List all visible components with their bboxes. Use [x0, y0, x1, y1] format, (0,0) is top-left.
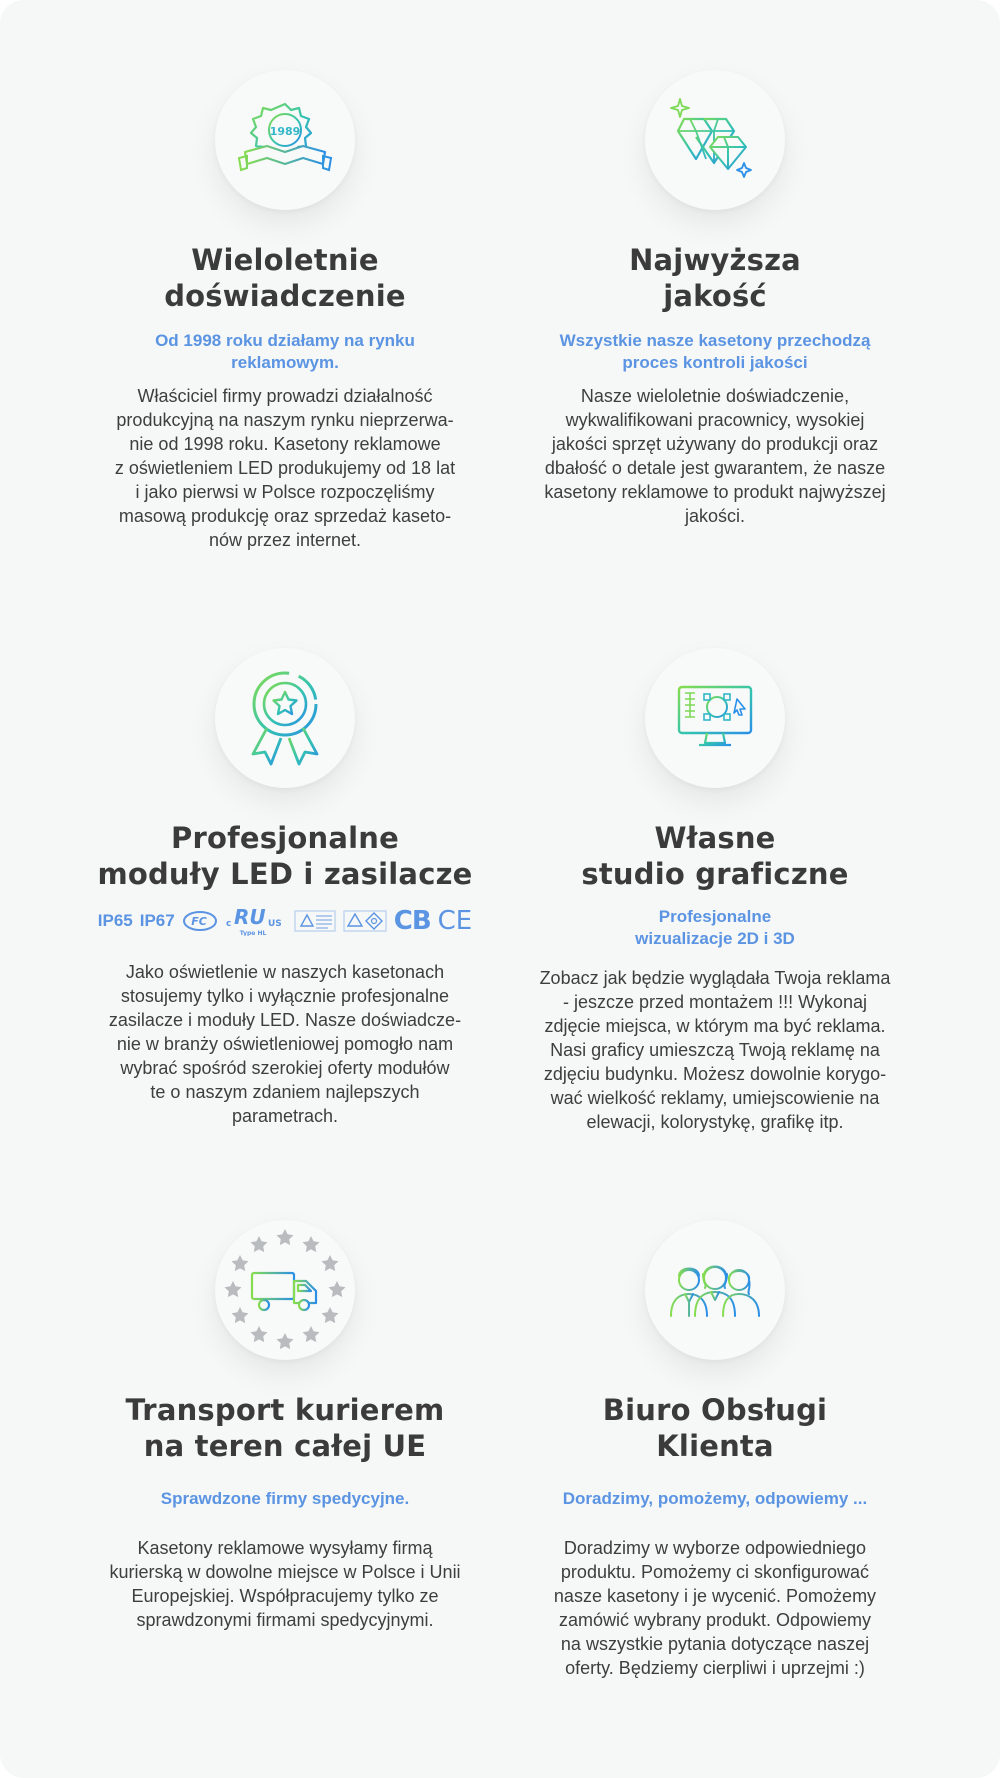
- title-line: na teren całej UE: [143, 1429, 427, 1463]
- ip67-badge: IP67: [139, 911, 175, 930]
- description-line: zasilacze i moduły LED. Nasze doświadcze-: [108, 1010, 462, 1030]
- description-line: nasze kasetony i je wycenić. Pomożemy: [553, 1586, 877, 1606]
- title-line: Wieloletnie: [191, 243, 379, 277]
- description-line: nów przez internet.: [208, 530, 362, 550]
- description-line: Właściciel firmy prowadzi działalność: [137, 386, 433, 406]
- title-line: Profesjonalne: [171, 821, 399, 855]
- description-line: i jako pierwsi w Polsce rozpoczęliśmy: [135, 482, 435, 502]
- description-line: masową produkcję oraz sprzedaż kaseto-: [118, 506, 452, 526]
- subtitle-line: Wszystkie nasze kasetony przechodzą: [559, 331, 871, 350]
- subtitle-line: Doradzimy, pomożemy, odpowiemy ...: [562, 1489, 868, 1508]
- icon-circle: [645, 70, 785, 210]
- subtitle-line: reklamowym.: [231, 353, 339, 372]
- fcc-logo-icon: [182, 910, 218, 932]
- feature-subtitle: [500, 330, 930, 374]
- feature-description: [85, 960, 485, 1128]
- feature-description: [515, 384, 915, 528]
- anniversary-badge-icon: [237, 100, 333, 180]
- ul-mark-text: RU: [233, 906, 266, 929]
- feature-description: [515, 966, 915, 1134]
- feature-subtitle: [500, 1488, 930, 1510]
- description-line: wybrać spośród szerokiej oferty modułów: [120, 1058, 450, 1078]
- feature-card-led-modules: [70, 648, 500, 1128]
- feature-description: [515, 1536, 915, 1680]
- description-line: zamówić wybrany produkt. Odpowiemy: [558, 1610, 872, 1630]
- feature-subtitle: [70, 1488, 500, 1510]
- feature-title: [500, 820, 930, 892]
- feature-card-graphic-studio: [500, 648, 930, 1134]
- ul-c-text: c: [225, 919, 232, 929]
- description-line: wać wielkość reklamy, umiejscowienie na: [550, 1088, 880, 1108]
- description-line: kasetony reklamowe to produkt najwyższej: [544, 482, 886, 502]
- description-line: produktu. Pomożemy ci skonfigurować: [560, 1562, 870, 1582]
- subtitle-line: proces kontroli jakości: [622, 353, 808, 372]
- description-line: Europejskiej. Współpracujemy tylko ze: [131, 1586, 439, 1606]
- description-line: Nasi graficy umieszczą Twoją reklamę na: [550, 1040, 880, 1060]
- diamond-icon: [670, 97, 760, 183]
- description-line: stosujemy tylko i wyłącznie profesjonalne: [120, 986, 450, 1006]
- cb-mark: CB: [393, 906, 431, 936]
- icon-circle: [215, 70, 355, 210]
- title-line: Najwyższa: [629, 243, 801, 277]
- icon-circle: [215, 1220, 355, 1360]
- icon-circle: [215, 648, 355, 788]
- title-line: Klienta: [656, 1429, 774, 1463]
- design-monitor-icon: [677, 685, 753, 751]
- description-line: zdjęciu budynku. Możesz dowolnie korygo-: [543, 1064, 887, 1084]
- description-line: Zobacz jak będzie wyglądała Twoja reklama: [539, 968, 891, 988]
- description-line: sprawdzonymi firmami spedycyjnymi.: [136, 1610, 434, 1630]
- award-ribbon-icon: [247, 668, 323, 768]
- description-line: na wszystkie pytania dotyczące naszej: [560, 1634, 870, 1654]
- feature-card-experience: [70, 70, 500, 552]
- feature-description: [85, 1536, 485, 1632]
- certification-logos: [70, 906, 500, 936]
- title-line: Biuro Obsługi: [602, 1393, 828, 1427]
- description-line: parametrach.: [231, 1106, 339, 1126]
- truck-shape: [248, 1273, 318, 1310]
- feature-title: [70, 820, 500, 892]
- ip65-badge: IP65: [97, 911, 133, 930]
- description-line: wykwalifikowani pracownicy, wysokiej: [565, 410, 865, 430]
- icon-circle: [645, 1220, 785, 1360]
- eu-delivery-truck-icon: [220, 1225, 350, 1355]
- description-line: produkcyjną na naszym rynku nieprzerwa-: [116, 410, 454, 430]
- description-line: Nasze wieloletnie doświadczenie,: [580, 386, 850, 406]
- ul-type-text: Type HL: [239, 930, 267, 936]
- feature-subtitle: [70, 330, 500, 374]
- subtitle-line: wizualizacje 2D i 3D: [635, 929, 795, 948]
- features-grid: [70, 0, 930, 1778]
- feature-title: [70, 242, 500, 314]
- feature-title: [500, 1392, 930, 1464]
- title-line: doświadczenie: [164, 279, 406, 313]
- feature-card-customer-service: [500, 1220, 930, 1680]
- tuv-certificate-logo-icon: [294, 910, 336, 932]
- description-line: zdjęcie miejsca, w którym ma być reklama.: [544, 1016, 886, 1036]
- feature-title: [500, 242, 930, 314]
- subtitle-line: Profesjonalne: [658, 907, 772, 926]
- tuv-gs-logo-icon: [343, 910, 387, 932]
- title-line: Własne: [654, 821, 776, 855]
- description-line: - jeszcze przed montażem !!! Wykonaj: [563, 992, 867, 1012]
- title-line: jakość: [663, 279, 767, 313]
- description-line: dbałość o detale jest gwarantem, że nasze: [544, 458, 886, 478]
- feature-subtitle: [500, 906, 930, 950]
- feature-card-quality: [500, 70, 930, 528]
- description-line: kurierską w dowolne miejsce w Polsce i Unii: [109, 1562, 461, 1582]
- description-line: te o naszym zdaniem najlepszych: [150, 1082, 420, 1102]
- badge-year: 1989: [269, 125, 301, 138]
- feature-card-transport: [70, 1220, 500, 1632]
- fcc-text: FC: [190, 915, 207, 928]
- title-line: moduły LED i zasilacze: [97, 857, 473, 891]
- subtitle-line: Od 1998 roku działamy na rynku: [155, 331, 415, 350]
- description-line: Kasetony reklamowe wysyłamy firmą: [137, 1538, 433, 1558]
- feature-description: [85, 384, 485, 552]
- title-line: Transport kurierem: [125, 1393, 445, 1427]
- icon-circle: [645, 648, 785, 788]
- ul-us-text: US: [267, 919, 282, 929]
- description-line: oferty. Będziemy cierpliwi i uprzejmi :): [565, 1658, 865, 1678]
- title-line: studio graficzne: [581, 857, 849, 891]
- eu-stars: [225, 1229, 346, 1349]
- description-line: Doradzimy w wyborze odpowiedniego: [563, 1538, 867, 1558]
- ce-mark: CE: [437, 906, 473, 936]
- description-line: nie od 1998 roku. Kasetony reklamowe: [129, 434, 441, 454]
- ul-listed-logo-icon: [225, 906, 287, 936]
- description-line: z oświetleniem LED produkujemy od 18 lat: [114, 458, 456, 478]
- description-line: elewacji, kolorystykę, grafikę itp.: [586, 1112, 844, 1132]
- description-line: jakości.: [684, 506, 746, 526]
- description-line: jakości sprzęt używany do produkcji oraz: [551, 434, 879, 454]
- description-line: Jako oświetlenie w naszych kasetonach: [125, 962, 445, 982]
- subtitle-line: Sprawdzone firmy spedycyjne.: [160, 1489, 410, 1508]
- feature-title: [70, 1392, 500, 1464]
- customer-service-team-icon: [667, 1262, 763, 1318]
- description-line: nie w branży oświetleniowej pomogło nam: [116, 1034, 454, 1054]
